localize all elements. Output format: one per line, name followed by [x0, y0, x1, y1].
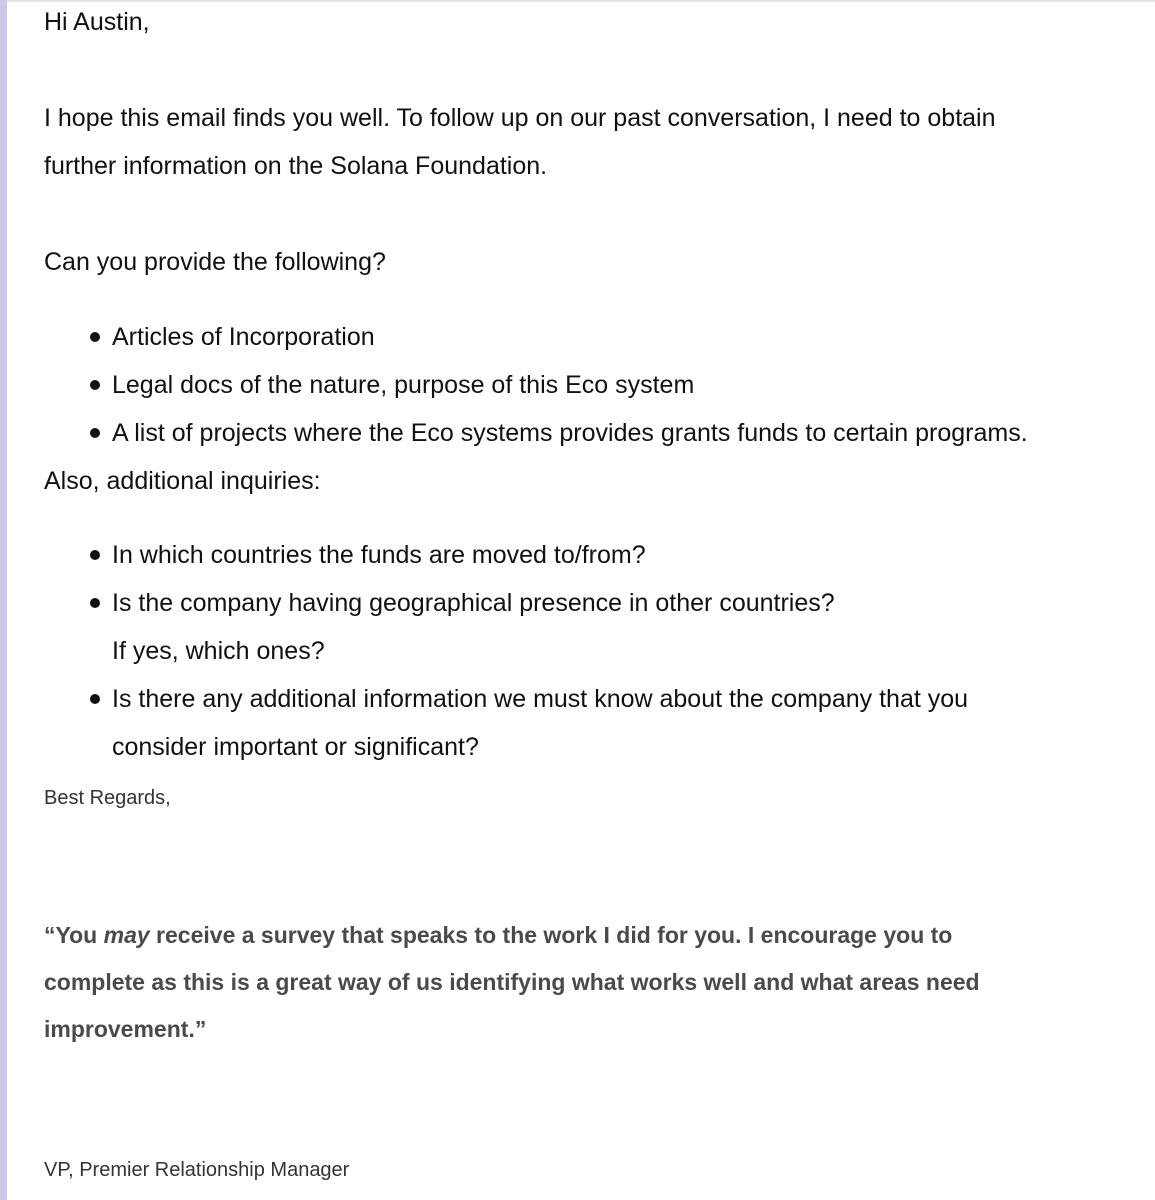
list-item: Is the company having geographical presence in other countries? — [112, 589, 835, 617]
list-item-continuation: consider important or significant? — [112, 733, 479, 761]
survey-note-line-1 — [44, 911, 952, 959]
list-item: In which countries the funds are moved to/from? — [112, 541, 646, 569]
survey-note-line-3: improvement.” — [44, 1016, 207, 1042]
bullet-icon — [90, 428, 100, 438]
list-item-continuation: If yes, which ones? — [112, 637, 325, 665]
bullet-icon — [90, 694, 100, 704]
intro-line-2: further information on the Solana Foundation. — [44, 152, 548, 180]
signature-title: VP, Premier Relationship Manager — [44, 1159, 350, 1181]
bullet-icon — [90, 550, 100, 560]
list-item: Is there any additional information we must know about the company that you — [112, 685, 969, 713]
list-item: Articles of Incorporation — [112, 323, 375, 351]
closing: Best Regards, — [44, 787, 171, 809]
email-body — [44, 0, 1149, 1200]
bullet-icon — [90, 598, 100, 608]
intro-line-1: I hope this email finds you well. To follow up on our past conversation, I need to obtain — [44, 104, 996, 132]
survey-note-open: “You — [44, 922, 104, 948]
list-item: Legal docs of the nature, purpose of this Eco system — [112, 371, 695, 399]
bullet-icon — [90, 332, 100, 342]
survey-note-emphasis: may — [103, 922, 150, 948]
survey-note-line-1-rest: receive a survey that speaks to the work I did for you. I encourage you to — [149, 922, 953, 948]
request-heading: Can you provide the following? — [44, 248, 386, 276]
inquiries-heading: Also, additional inquiries: — [44, 467, 321, 495]
survey-note-line-2: complete as this is a great way of us identifying what works well and what areas need — [44, 969, 980, 995]
greeting: Hi Austin, — [44, 8, 150, 36]
list-item: A list of projects where the Eco systems provides grants funds to certain programs. — [112, 419, 1028, 447]
bullet-icon — [90, 380, 100, 390]
quote-bar — [0, 0, 7, 1200]
